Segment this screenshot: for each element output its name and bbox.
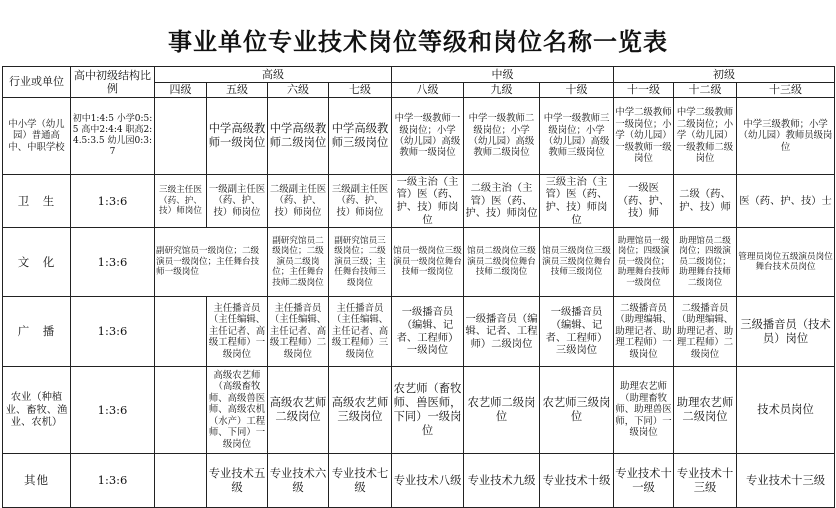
table-row	[3, 297, 835, 367]
table-cell: 中学二级教师一级岗位；小学（幼儿园）一级教师一级岗位	[614, 98, 674, 175]
position-level-table	[2, 66, 835, 508]
table-cell: 专业技术十三级	[674, 454, 737, 508]
table-cell: 专业技术九级	[464, 454, 540, 508]
table-cell: 一级副主任医（药、护、技）师岗位	[207, 175, 268, 228]
ratio-cell: 1:3:6	[71, 454, 155, 508]
ratio-cell: 1:3:6	[71, 175, 155, 228]
ratio-cell: 1:3:6	[71, 367, 155, 454]
table-cell: 一级播音员（编辑、记者、工程师）三级岗位	[540, 297, 614, 367]
table-cell: 副研究馆员二级岗位；二级演员二级岗位；主任舞台技师二级岗位	[268, 228, 329, 297]
table-cell	[155, 98, 207, 175]
table-cell: 专业技术六级	[268, 454, 329, 508]
table-cell	[155, 297, 207, 367]
ratio-cell: 初中1:4:5 小学0:5:5 高中2:4:4 职高2:4.5:3.5 幼儿园0:3:7	[71, 98, 155, 175]
table-cell: 三级播音员（技术员）岗位	[737, 297, 835, 367]
table-row	[3, 175, 835, 228]
header-ratio: 高中初级结构比例	[71, 67, 155, 98]
page-title: 事业单位专业技术岗位等级和岗位名称一览表	[168, 27, 668, 56]
table-cell: 馆员一级岗位三级演员一级岗位舞台技师一级岗位	[392, 228, 464, 297]
table-cell: 主任播音员（主任编辑、主任记者、高级工程师）一级岗位	[207, 297, 268, 367]
table-cell: 高级农艺师三级岗位	[329, 367, 392, 454]
ratio-cell: 1:3:6	[71, 297, 155, 367]
header-level: 十三级	[737, 83, 835, 98]
table-cell: 三级主任医（药、护、技）师岗位	[155, 175, 207, 228]
header-level: 十级	[540, 83, 614, 98]
table-cell: 助理农艺师二级岗位	[674, 367, 737, 454]
header-level: 十一级	[614, 83, 674, 98]
table-cell: 中学一级教师二级岗位；小学（幼儿园）高级教师二级岗位	[464, 98, 540, 175]
header-level: 六级	[268, 83, 329, 98]
header-level: 五级	[207, 83, 268, 98]
table-cell: 管理员岗位五级演员岗位舞台技术员岗位	[737, 228, 835, 297]
table-cell: 农艺师（畜牧师、兽医师，下同）一级岗位	[392, 367, 464, 454]
header-level: 八级	[392, 83, 464, 98]
table-row	[3, 367, 835, 454]
table-row	[3, 98, 835, 175]
table-cell: 农艺师二级岗位	[464, 367, 540, 454]
table-cell: 主任播音员（主任编辑、主任记者、高级工程师）二级岗位	[268, 297, 329, 367]
table-cell: 主任播音员（主任编辑、主任记者、高级工程师）三级岗位	[329, 297, 392, 367]
header-level: 九级	[464, 83, 540, 98]
table-cell: 专业技术八级	[392, 454, 464, 508]
header-unit: 行业或单位	[3, 67, 71, 98]
header-level: 十二级	[674, 83, 737, 98]
unit-cell: 中小学（幼儿园）普通高中、中职学校	[3, 98, 71, 175]
table-cell: 中学三级教师；小学（幼儿园）教师员级岗位	[737, 98, 835, 175]
unit-cell: 农业（种植业、畜牧、渔业、农机）	[3, 367, 71, 454]
table-cell: 一级播音员（编辑、记者、工程师）一级岗位	[392, 297, 464, 367]
table-row	[3, 228, 835, 297]
table-cell: 二级播音员（助理编辑、助理记者、助理工程师）一级岗位	[614, 297, 674, 367]
header-level: 七级	[329, 83, 392, 98]
table-cell: 专业技术七级	[329, 454, 392, 508]
table-cell: 三级副主任医（药、护、技）师岗位	[329, 175, 392, 228]
header-level: 四级	[155, 83, 207, 98]
table-cell: 中学高级教师三级岗位	[329, 98, 392, 175]
table-cell: 副研究馆员三级岗位；二级演员三级；主任舞台技师三级岗位	[329, 228, 392, 297]
table-cell: 中学二级教师二级岗位；小学（幼儿园）一级教师二级岗位	[674, 98, 737, 175]
table-cell: 技术员岗位	[737, 367, 835, 454]
table-cell: 高级农艺师二级岗位	[268, 367, 329, 454]
table-cell: 中学高级教师二级岗位	[268, 98, 329, 175]
table-cell: 一级播音员（编辑、记者、工程师）二级岗位	[464, 297, 540, 367]
table-cell: 馆员二级岗位三级演员二级岗位舞台技师二级岗位	[464, 228, 540, 297]
table-cell: 农艺师三级岗位	[540, 367, 614, 454]
table-cell: 助理农艺师（助理畜牧师、助理兽医师，下同）一级岗位	[614, 367, 674, 454]
table-cell: 一级医（药、护、技）师	[614, 175, 674, 228]
table-cell: 医（药、护、技）士	[737, 175, 835, 228]
table-cell: 高级农艺师（高级畜牧师、高级兽医师、高级农机（水产）工程师、下同）一级岗位	[207, 367, 268, 454]
header-group-junior: 初级	[614, 67, 835, 83]
unit-cell: 卫 生	[3, 175, 71, 228]
unit-cell: 文 化	[3, 228, 71, 297]
table-cell: 专业技术十级	[540, 454, 614, 508]
table-cell: 专业技术十一级	[614, 454, 674, 508]
table-cell: 一级主治（主管）医（药、护、技）师岗位	[392, 175, 464, 228]
header-group-senior: 高级	[155, 67, 392, 83]
table-cell: 副研究馆员一级岗位；二级演员一级岗位；主任舞台技师一级岗位	[155, 228, 268, 297]
table-cell: 中学高级教师一级岗位	[207, 98, 268, 175]
table-cell: 中学一级教师三级岗位；小学（幼儿园）高级教师三级岗位	[540, 98, 614, 175]
table-cell: 中学一级教师一级岗位；小学（幼儿园）高级教师一级岗位	[392, 98, 464, 175]
table-cell: 二级播音员（助理编辑、助理记者、助理工程师）二级岗位	[674, 297, 737, 367]
table-cell: 二级（药、护、技）师	[674, 175, 737, 228]
table-cell: 二级主治（主管）医（药、护、技）师岗位	[464, 175, 540, 228]
table-cell: 二级副主任医（药、护、技）师岗位	[268, 175, 329, 228]
table-row	[3, 454, 835, 508]
table-cell	[155, 367, 207, 454]
ratio-cell: 1:3:6	[71, 228, 155, 297]
table-cell: 助理馆员一级岗位；四级演员一级岗位；助理舞台技师一级岗位	[614, 228, 674, 297]
header-group-middle: 中级	[392, 67, 614, 83]
table-cell: 馆员三级岗位三级演员三级岗位舞台技师三级岗位	[540, 228, 614, 297]
unit-cell: 广 播	[3, 297, 71, 367]
table-cell: 三级主治（主管）医（药、护、技）师岗位	[540, 175, 614, 228]
unit-cell: 其他	[3, 454, 71, 508]
table-cell	[155, 454, 207, 508]
table-cell: 专业技术十三级	[737, 454, 835, 508]
table-cell: 专业技术五级	[207, 454, 268, 508]
table-cell: 助理馆员二级岗位；四级演员二级岗位；助理舞台技师二级岗位	[674, 228, 737, 297]
